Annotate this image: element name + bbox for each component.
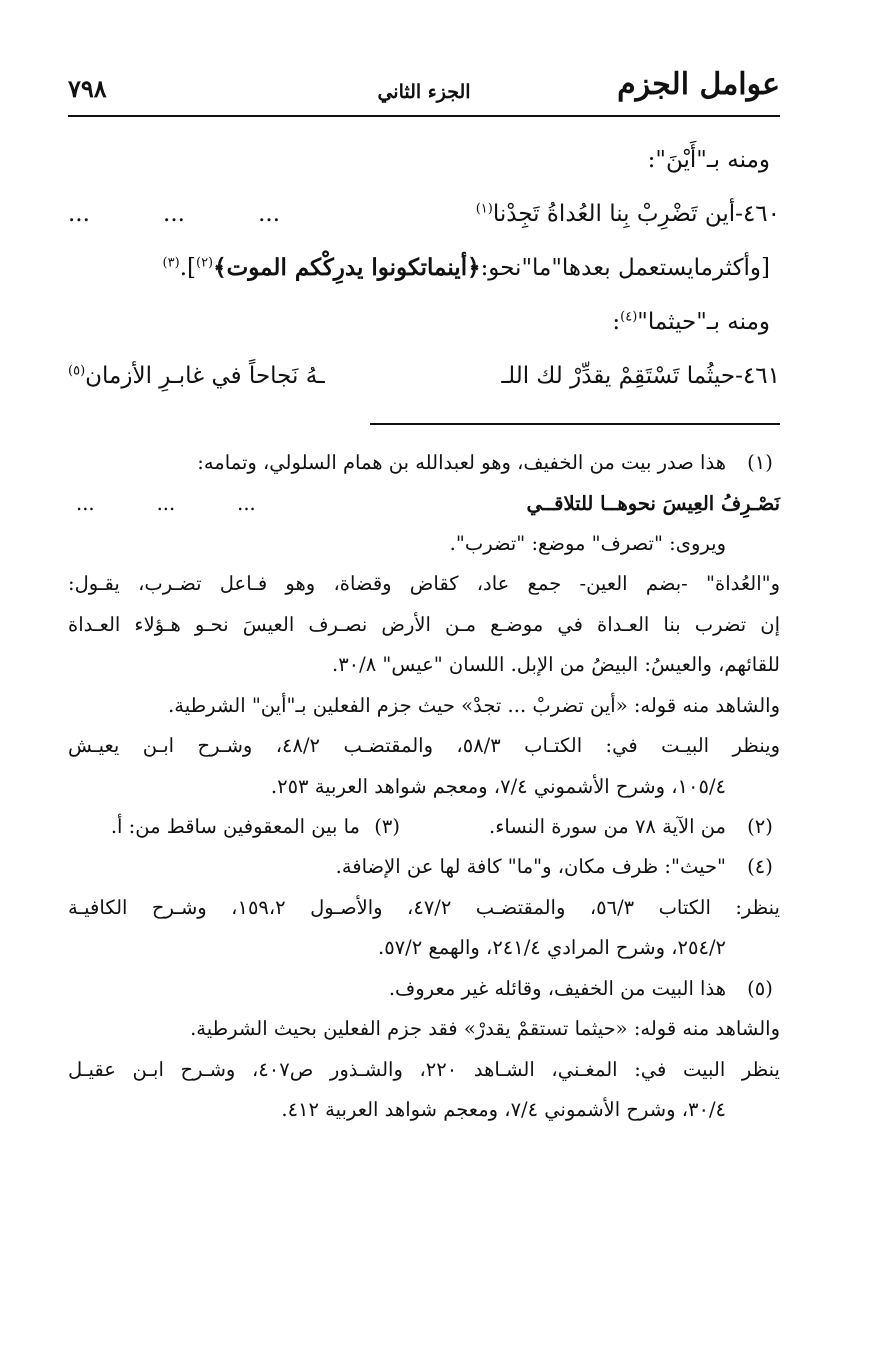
footnote-number: (٥): [747, 976, 773, 1000]
footnote-1: (١) هذا صدر بيت من الخفيف، وهو لعبدالله بن همام السلولي، وتمامه:: [68, 443, 780, 484]
footnote-number: (٢): [747, 815, 773, 838]
footnote-ref-3: (٣): [162, 255, 180, 271]
verse-461-first-hemistich: ٤٦١-حيثُما تَسْتَقِمْ يقدِّرْ لك اللـ: [501, 363, 780, 389]
footnote-1-verse: [68, 484, 780, 524]
verse-461: [68, 349, 780, 403]
footnote-1-line: وينظر البيـت في: الكتـاب ٥٨/٣، والمقتضـب ٤٨/٢، وشـرح ابـن يعيـش: [68, 734, 780, 757]
verse-460: [68, 187, 780, 241]
footnote-1-line: ويروى: "تصرف" موضع: "تضرب".: [449, 531, 726, 555]
footnote-4: (٤) "حيث": ظرف مكان، و"ما" كافة لها عن الإضافة.: [68, 847, 780, 888]
footnote-number: (٤): [747, 855, 773, 878]
main-text: [68, 117, 780, 403]
verse-460-second-hemistich: ... ... ...: [68, 201, 281, 227]
footnote-separator: [370, 423, 780, 425]
footnotes: [68, 443, 780, 1131]
footnote-1-verse-text: نَصْـرِفُ العِيسَ نحوهــا للتلاقــي: [526, 491, 780, 515]
footnote-number: (١): [747, 451, 773, 474]
intro-line-haythuma: ومنه بـ"حيثما"$^{(٤)}$:: [612, 309, 770, 335]
footnote-number: (٣): [374, 815, 400, 838]
verse-460-first-hemistich: ٤٦٠-أين تَضْرِبْ بِنا العُداةُ تَجِدْنا$^{(١)}$: [475, 201, 780, 227]
footnote-4-line: ينظر: الكتاب ٥٦/٣، والمقتضـب ٤٧/٢، والأصـول ١٥٩،٢، وشـرح الكافيـة: [68, 895, 780, 919]
footnote-1-line: ١٠٥/٤، وشرح الأشموني ٧/٤، ومعجم شواهد العربية ٢٥٣.: [270, 774, 726, 798]
footnotes-2-3: [68, 807, 780, 847]
verse-461-second-hemistich: ـهُ نَجاحاً في غابـرِ الأزمان$^{(٥)}$: [68, 363, 325, 389]
part-label: الجزء الثاني: [377, 81, 471, 103]
running-header: [68, 55, 780, 117]
footnote-5: (٥) هذا البيت من الخفيف، وقائله غير معروف.: [68, 969, 780, 1010]
chapter-title: عوامل الجزم: [617, 67, 780, 102]
footnote-5-line: ينظر البيت في: المغـني، الشـاهد ٢٢٠، والشـذور ص٤٠٧، وشـرح ابـن عقيـل: [68, 1057, 780, 1081]
footnote-5-line: ٣٠/٤، وشرح الأشموني ٧/٤، ومعجم شواهد العربية ٤١٢.: [281, 1098, 726, 1121]
page-number: ٧٩٨: [68, 74, 107, 103]
footnote-1-verse-dots: ... ... ...: [76, 491, 256, 515]
footnote-3-text: ما بين المعقوفين ساقط من: أ.: [110, 815, 360, 838]
footnote-4-line: ٢٥٤/٢، وشرح المرادي ٢٤١/٤، والهمع ٥٧/٢.: [378, 936, 726, 959]
footnote-1-line: و"العُداة" -بضم العين- جمع عاد، كقاض وقضاة، وهو فـاعل تضـرب، يقـول:: [68, 572, 780, 595]
footnote-ref-5: (٥): [68, 363, 86, 379]
footnote-1-line: والشاهد منه قوله: «أين تضربْ ... تجدْ» حيث جزم الفعلين بـ"أين" الشرطية.: [168, 693, 780, 717]
intro-line-ayna: ومنه بـ"أَيْنَ":: [647, 147, 770, 173]
footnote-1-line: للقائهم، والعيسُ: البيضُ من الإبل. اللسان "عيس" ٣٠/٨.: [331, 653, 780, 676]
quran-verse: ﴿أينماتكونوا يدرِكْكم الموت﴾: [213, 254, 481, 281]
footnote-ref-2: (٢): [195, 255, 214, 271]
quran-citation-line: [وأكثرمايستعمل بعدها"ما"نحو:﴿أينماتكونوا يدرِكْكم الموت﴾$^{(٢)}$].$^{(٣)}$: [162, 254, 770, 281]
book-page: [68, 55, 780, 1131]
footnote-1-line: إن تضرب بنا العـداة في موضـع مـن الأرض نصـرف العيسَ نحـو هـؤلاء العـداة: [68, 612, 780, 636]
footnote-ref-1: (١): [475, 201, 493, 217]
footnote-2-text: من الآية ٧٨ من سورة النساء.: [489, 815, 726, 838]
footnote-5-line: والشاهد منه قوله: «حيثما تستقمْ يقدرْ» فقد جزم الفعلين بحيث الشرطية.: [190, 1017, 780, 1040]
footnote-ref-4: (٤): [620, 309, 638, 325]
